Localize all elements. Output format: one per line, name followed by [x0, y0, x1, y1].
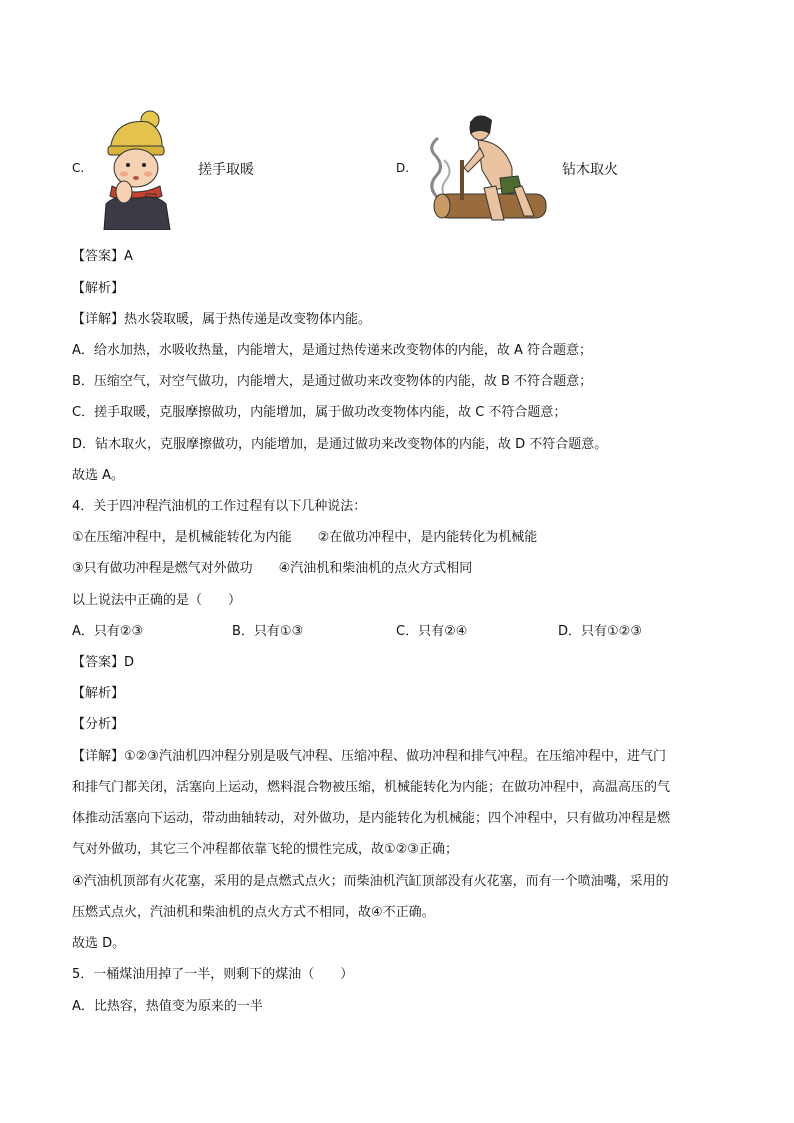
option-c-caption: 搓手取暖: [198, 162, 254, 178]
q4-statements-1: ①在压缩冲程中，是机械能转化为内能 ②在做功冲程中，是内能转化为机械能: [72, 530, 538, 545]
q4-detail-3: 体推动活塞向下运动，带动曲轴转动，对外做功，是内能转化为机械能；四个冲程中，只有做功冲程是燃: [72, 811, 671, 826]
q4-detail-1: 【详解】①②③汽油机四冲程分别是吸气冲程、压缩冲程、做功冲程和排气冲程。在压缩冲程中，进气门: [72, 749, 666, 764]
q4-statements-2: ③只有做功冲程是燃气对外做功 ④汽油机和柴油机的点火方式相同: [72, 561, 473, 576]
option-c-letter: C.: [72, 161, 85, 175]
q3-line-d: D．钻木取火，克服摩擦做功，内能增加，是通过做功来改变物体的内能，故 D 不符合题意。: [72, 437, 608, 452]
q4-detail-6: 压燃式点火，汽油机和柴油机的点火方式不相同，故④不正确。: [72, 905, 435, 920]
q4-analysis-heading: 【解析】: [72, 686, 125, 701]
q5-choice-a: A．比热容，热值变为原来的一半: [72, 999, 263, 1014]
q4-detail-4: 气对外做功，其它三个冲程都依靠飞轮的惯性完成，故①②③正确；: [72, 842, 458, 857]
q3-answer: 【答案】A: [72, 249, 133, 264]
child-rubbing-hands-illustration: [92, 108, 178, 230]
drilling-wood-for-fire-illustration: [418, 108, 550, 228]
q3-analysis-heading: 【解析】: [72, 281, 125, 296]
q4-choice-b: B．只有①③: [232, 624, 304, 639]
q4-answer: 【答案】D: [72, 655, 135, 670]
q4-stem: 4．关于四冲程汽油机的工作过程有以下几种说法：: [72, 499, 367, 514]
q3-line-c: C．搓手取暖，克服摩擦做功，内能增加，属于做功改变物体内能，故 C 不符合题意；: [72, 405, 567, 420]
q4-conclusion: 故选 D。: [72, 936, 126, 951]
option-d-caption: 钻木取火: [562, 162, 618, 178]
q4-detail-2: 和排气门都关闭，活塞向上运动，燃料混合物被压缩，机械能转化为内能；在做功冲程中，高温高压的气: [72, 780, 671, 795]
q4-question: 以上说法中正确的是（ ）: [72, 593, 242, 608]
q3-line-a: A．给水加热，水吸收热量，内能增大，是通过热传递来改变物体的内能，故 A 符合题意；: [72, 343, 593, 358]
q5-stem: 5．一桶煤油用掉了一半，则剩下的煤油（ ）: [72, 967, 354, 982]
q3-detail: 【详解】热水袋取暖，属于热传递是改变物体内能。: [72, 312, 372, 327]
q3-conclusion: 故选 A。: [72, 468, 125, 483]
q4-fenxi-heading: 【分析】: [72, 717, 125, 732]
q4-choice-a: A．只有②③: [72, 624, 144, 639]
q3-line-b: B．压缩空气，对空气做功，内能增大，是通过做功来改变物体的内能，故 B 不符合题意；: [72, 374, 593, 389]
q4-choice-c: C．只有②④: [396, 624, 468, 639]
q4-detail-5: ④汽油机顶部有火花塞，采用的是点燃式点火；而柴油机汽缸顶部没有火花塞，而有一个喷油嘴，采用的: [72, 874, 669, 889]
option-d-letter: D.: [396, 161, 410, 175]
q4-choice-d: D．只有①②③: [558, 624, 642, 639]
